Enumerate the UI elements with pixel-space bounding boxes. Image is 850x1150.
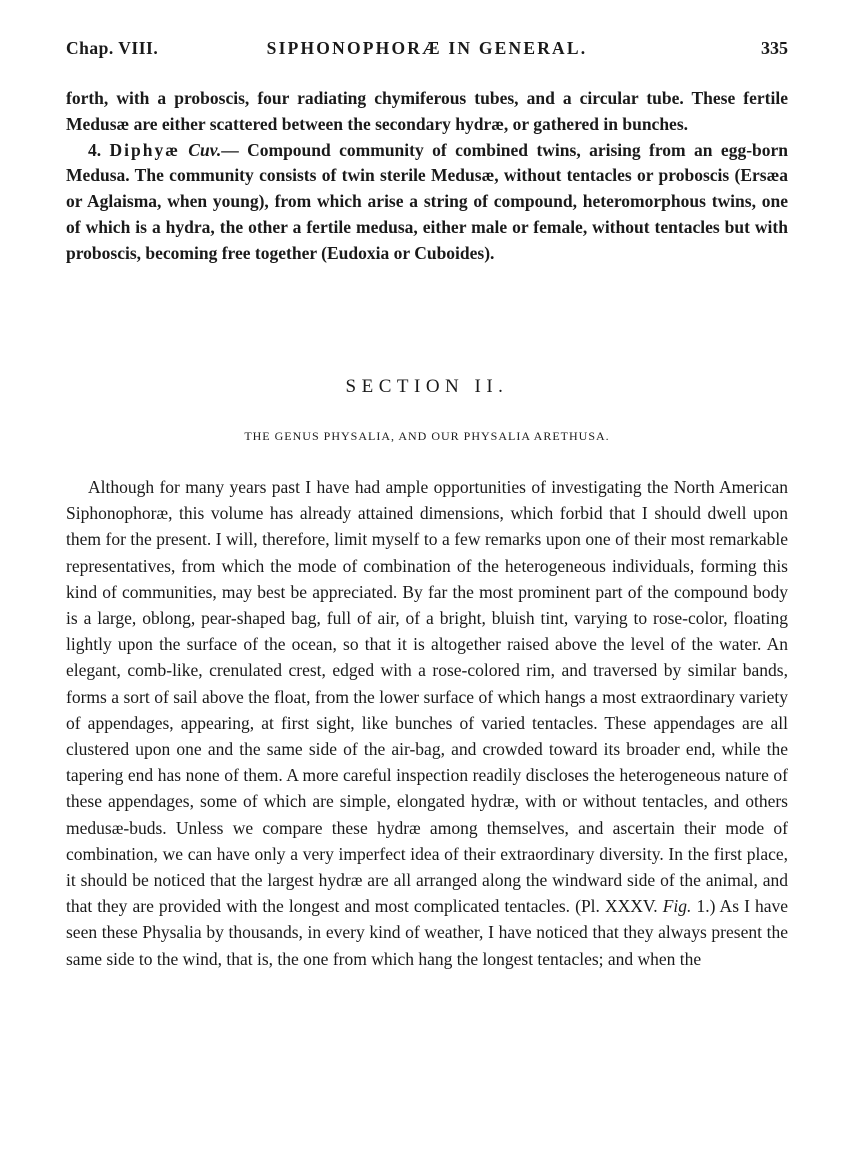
figure-label: Fig. (662, 896, 692, 917)
section-title: SECTION II. (345, 376, 509, 397)
paragraph-text-part1: Although for many years past I have had ample opportunities of investigating the North American Siphonophoræ, this volume has already attained dimensions, which forbid that I should dwell upon them for the present. I will, therefore, limit myself to a few remarks upon one of their most remarkable representatives, from which the mode of combination of the heterogeneous individuals, forming this kind of communities, may best be appreciated. By far the most prominent part of the compound body is a large, oblong, pear-shaped bag, full of air, of a bright, bluish tint, varying to rose-color, floating lightly upon the surface of the ocean, so that it is altogether raised above the level of the water. An elegant, comb-like, crenulated crest, edged with a rose-colored rim, and traversed by similar bands, forms a sort of sail above the float, from the lower surface of which hangs a most extraordinary variety of appendages, appearing, at first sight, like bunches of varied tentacles. These appendages are all clustered upon one and the same side of the air-bag, and crowded toward its broader end, while the tapering end has none of them. A more careful inspection readily discloses the heterogeneous nature of these appendages, some of which are simple, elongated hydræ, with or without tentacles, and others medusæ-buds. Unless we compare these hydræ among themselves, and ascertain their mode of combination, we can have only a very imperfect idea of their extraordinary diversity. In the first place, it should be noticed that the largest hydræ are all arranged along the windward side of the animal, and that they are provided with the longest and most complicated tentacles. (Pl. XXXV. (66, 477, 788, 917)
author-abbrev: Cuv. (188, 139, 222, 160)
top-section (66, 86, 788, 267)
chapter-label: Chap. VIII. (66, 38, 159, 58)
running-title: SIPHONOPHORÆ IN GENERAL. (266, 38, 588, 58)
page-number: 335 (761, 38, 788, 58)
section-subtitle: THE GENUS PHYSALIA, AND OUR PHYSALIA ARETHUSA. (244, 429, 610, 443)
running-head (66, 38, 788, 68)
paragraph-text: — Compound community of combined twins, arising from an egg-born Medusa. The community consists of twin sterile Medusæ, without tentacles or proboscis (Ersæa or Aglaisma, when young), from which arise a string of compound, heteromorphous twins, one of which is a hydra, the other a fertile medusa, either male or female, without tentacles but with proboscis, becoming free together (Eudoxia or Cuboides). (66, 139, 789, 263)
paragraph-text-part2: 1.) As I have seen these Physalia by thousands, in every kind of weather, I have noticed that they always present the same side to the wind, that is, the one from which hang the longest tentacles; and when the (66, 896, 788, 969)
genus-name: Diphyæ (109, 139, 180, 160)
main-text (66, 474, 788, 972)
paragraph-physalia (66, 474, 788, 972)
paragraph-diphyae (66, 138, 788, 267)
paragraph-continuation: forth, with a proboscis, four radiating chymiferous tubes, and a circular tube. These fertile Medusæ are either scattered between the secondary hydræ, or gathered in bunches. (66, 88, 788, 134)
list-number: 4. (88, 139, 102, 160)
